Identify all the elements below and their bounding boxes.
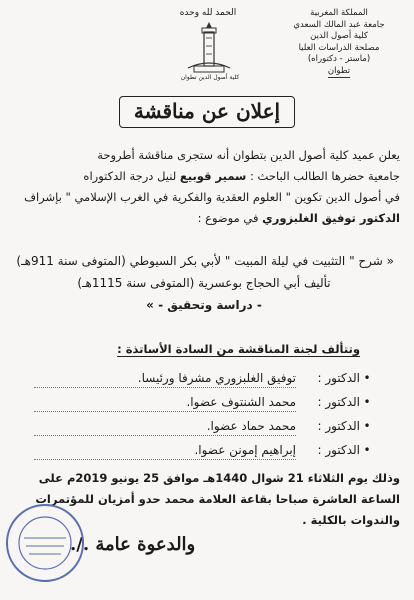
member-name: محمد حماد عضوا.	[34, 416, 296, 436]
member-name: إبراهيم إمونن عضوا.	[34, 440, 296, 460]
intro-text: لنيل درجة الدكتوراه	[83, 169, 180, 183]
institution-header	[274, 8, 404, 78]
student-name: سمير قوبيع	[179, 169, 247, 183]
list-item	[34, 416, 374, 436]
header-line: كلية أصول الدين	[310, 31, 368, 41]
intro-line	[12, 208, 400, 229]
member-name: توفيق الغلبزوري مشرفا ورئيسا.	[34, 368, 296, 388]
title-text: إعلان عن مناقشة	[119, 96, 295, 128]
list-item	[34, 440, 374, 460]
schedule-line: وذلك يوم الثلاثاء 21 شوال 1440هـ موافق 25 يونيو 2019م على	[38, 471, 400, 485]
bullet-icon: •	[363, 395, 371, 409]
committee-heading: وتتألف لجنة المناقشة من السادة الأساتذة :	[117, 342, 360, 356]
member-title: الدكتور :	[317, 395, 360, 409]
subject-line: « شرح " التثبيت في ليلة المبيت " لأبي بكر السيوطي (المتوفى سنة 911هـ)	[16, 254, 394, 268]
member-title: الدكتور :	[317, 371, 360, 385]
header-line: مصلحة الدراسات العليا	[298, 42, 380, 53]
intro-text: في موضوع :	[197, 211, 263, 225]
header-line: المملكة المغربية	[310, 8, 368, 18]
bullet-icon: •	[363, 371, 371, 385]
bismillah: الحمد لله وحده	[179, 8, 237, 18]
list-item	[34, 392, 374, 412]
intro-text: جامعية حضرها الطالب الباحث :	[246, 169, 400, 183]
list-item	[34, 368, 374, 388]
subject-line: - دراسة وتحقيق - »	[146, 298, 262, 312]
logo-caption: كلية أصول الدين تطوان	[180, 74, 240, 81]
page-title	[0, 96, 414, 128]
intro-paragraph	[12, 145, 400, 229]
intro-line: في أصول الدين تكوين " العلوم العقدية والفكرية في الغرب الإسلامي " بإشراف	[24, 190, 400, 204]
header-line: تطوان	[328, 66, 350, 79]
intro-line	[12, 166, 400, 187]
supervisor-name: الدكتور توفيق الغلبزوري	[262, 211, 400, 225]
header-line: جامعة عبد المالك السعدي	[293, 19, 385, 30]
stamp-icon	[2, 500, 88, 586]
thesis-subject	[14, 250, 394, 316]
member-title: الدكتور :	[317, 443, 360, 457]
bullet-icon: •	[363, 443, 371, 457]
closing-invitation: والدعوة عامة ./.	[70, 534, 196, 555]
bullet-icon: •	[363, 419, 371, 433]
member-title: الدكتور :	[317, 419, 360, 433]
faculty-logo-icon	[180, 22, 238, 92]
member-name: محمد الشنتوف عضوا.	[34, 392, 296, 412]
subject-line: تأليف أبي الحجاج بوعسرية (المتوفى سنة 1115هـ)	[77, 276, 331, 290]
header-line: (ماستر - دكتوراه)	[307, 54, 371, 64]
intro-line: يعلن عميد كلية أصول الدين بتطوان أنه ستجرى مناقشة أطروحة	[97, 148, 400, 162]
committee-list	[34, 368, 374, 464]
schedule-line: والندوات بالكلية .	[302, 513, 400, 527]
schedule-line: الساعة العاشرة صباحا بقاعة العلامة محمد حدو أمزيان للمؤتمرات	[35, 492, 400, 506]
